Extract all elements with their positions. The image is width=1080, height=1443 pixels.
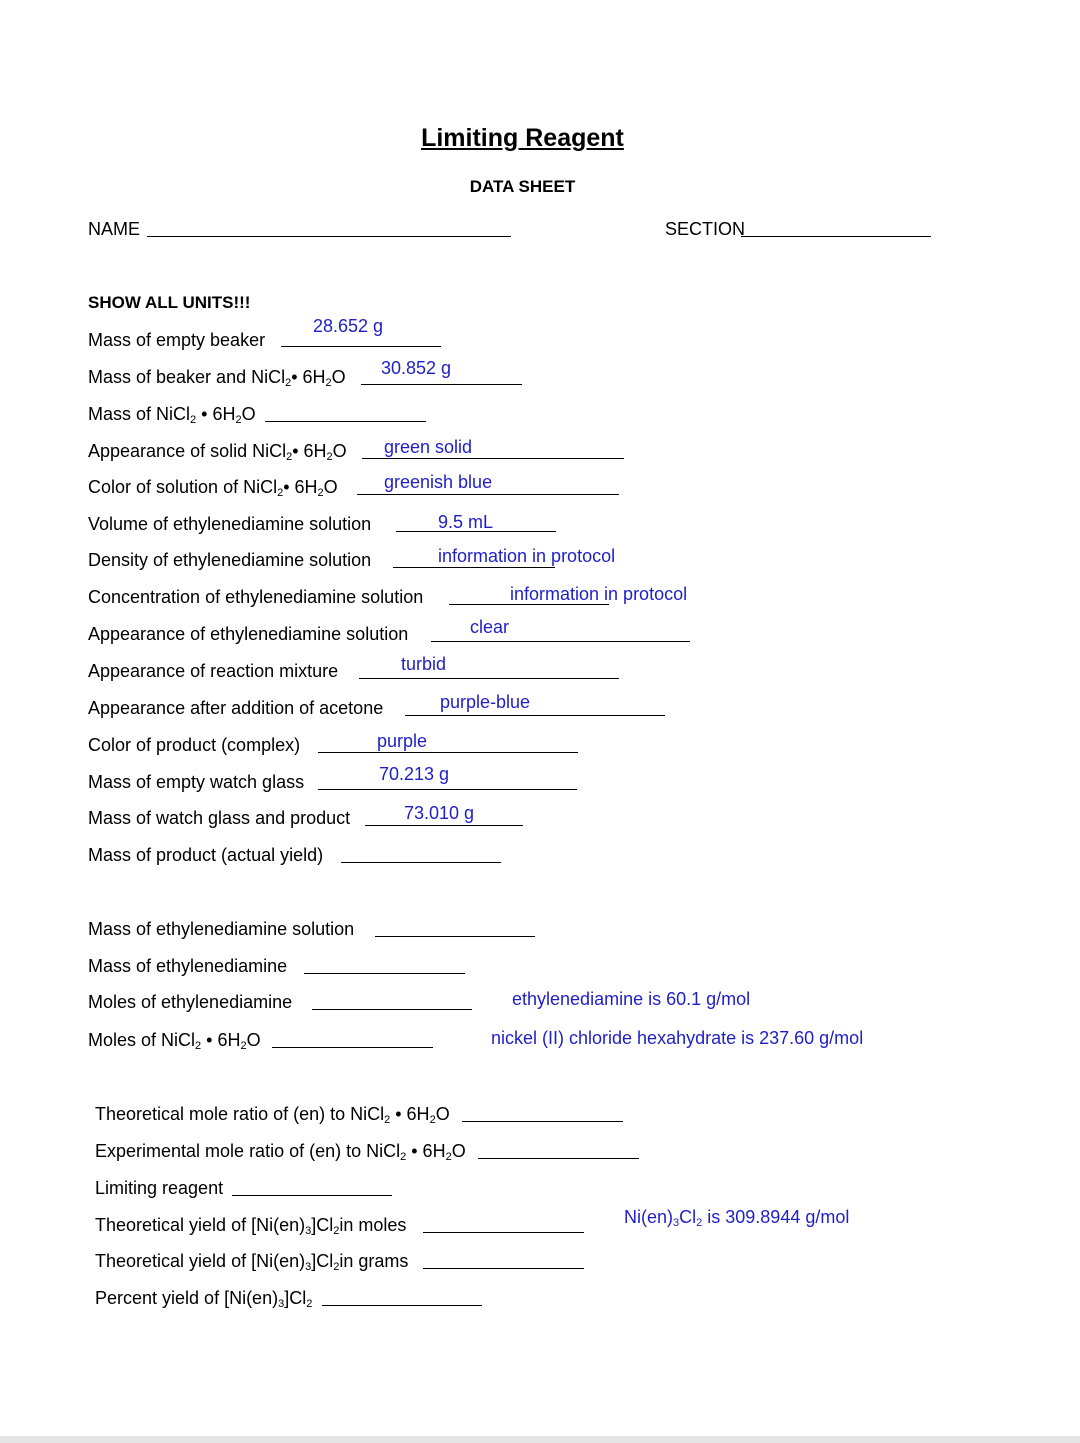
answer-line[interactable] [341, 862, 501, 863]
answer-line[interactable] [312, 1009, 472, 1010]
row-label: Mass of ethylenediamine solution [88, 919, 355, 939]
page-title: Limiting Reagent [421, 124, 624, 152]
row-label: Moles of ethylenediamine [88, 992, 293, 1012]
molar-mass-note: ethylenediamine is 60.1 g/mol [512, 989, 751, 1009]
answer-text: turbid [401, 654, 447, 674]
answer-text: information in protocol [510, 584, 688, 604]
answer-line[interactable] [405, 715, 665, 716]
answer-text: purple [377, 731, 428, 751]
row-label: Mass of empty beaker [88, 330, 266, 350]
answer-line[interactable] [281, 346, 441, 347]
answer-line[interactable] [322, 1305, 482, 1306]
name-label: NAME [88, 219, 141, 239]
page-subtitle: DATA SHEET [469, 177, 576, 196]
answer-line[interactable] [423, 1232, 584, 1233]
answer-line[interactable] [431, 641, 690, 642]
answer-line[interactable] [232, 1195, 392, 1196]
row-label: Appearance of reaction mixture [88, 661, 339, 681]
answer-text: 70.213 g [379, 764, 450, 784]
answer-line[interactable] [357, 494, 619, 495]
answer-line[interactable] [365, 825, 523, 826]
section-label: SECTION [665, 219, 746, 239]
row-label: Mass of beaker and NiCl$_2$• $6H_2O$ [88, 367, 346, 389]
row-label: Mass of empty watch glass [88, 772, 305, 792]
answer-line[interactable] [304, 973, 465, 974]
row-label: Mass of ethylenediamine [88, 956, 288, 976]
answer-line[interactable] [272, 1047, 433, 1048]
answer-line[interactable] [318, 752, 578, 753]
row-label: Density of ethylenediamine solution [88, 550, 372, 570]
answer-text: 9.5 mL [438, 512, 494, 532]
answer-text: 30.852 g [381, 358, 452, 378]
row-label: Experimental mole ratio of (en) to NiCl$_2$ • $6H_2O$ [95, 1141, 466, 1163]
answer-text: 73.010 g [404, 803, 475, 823]
answer-text: clear [470, 617, 510, 637]
answer-line[interactable] [265, 421, 426, 422]
answer-line[interactable] [359, 678, 619, 679]
answer-text: purple-blue [440, 692, 531, 712]
row-label: Limiting reagent [95, 1178, 224, 1198]
row-label: Mass of NiCl$_2$ • $6H_2O$ [88, 404, 256, 426]
row-label: Moles of NiCl$_2$ • $6H_2O$ [88, 1030, 261, 1052]
row-label: Appearance after addition of acetone [88, 698, 384, 718]
molar-mass-note: $Ni(en)_3Cl_2$ is 309.8944 g/mol [624, 1207, 850, 1229]
page-bottom-edge [0, 1436, 1080, 1443]
row-label: Appearance of ethylenediamine solution [88, 624, 409, 644]
row-label: Theoretical mole ratio of (en) to NiCl$_2$ • $6H_2O$ [95, 1104, 450, 1126]
row-label: Percent yield of $[Ni(en)_3]Cl_2$ [95, 1288, 313, 1310]
row-label: Theoretical yield of $[Ni(en)_3]Cl_2in$ moles [95, 1215, 407, 1237]
row-label: Theoretical yield of $[Ni(en)_3]Cl_2in$ grams [95, 1251, 409, 1273]
answer-text: information in protocol [438, 546, 616, 566]
row-label: Volume of ethylenediamine solution [88, 514, 372, 534]
answer-line[interactable] [375, 936, 535, 937]
answer-text: green solid [384, 437, 473, 457]
row-label: Color of solution of NiCl$_2$• $6H_2O$ [88, 477, 338, 499]
section-field[interactable] [741, 236, 931, 237]
show-units-note: SHOW ALL UNITS!!! [88, 293, 251, 312]
answer-text: greenish blue [384, 472, 493, 492]
answer-line[interactable] [318, 789, 577, 790]
answer-line[interactable] [478, 1158, 639, 1159]
answer-line[interactable] [462, 1121, 623, 1122]
row-label: Concentration of ethylenediamine solution [88, 587, 424, 607]
row-label: Mass of watch glass and product [88, 808, 351, 828]
answer-line[interactable] [393, 567, 555, 568]
row-label: Appearance of solid NiCl$_2$• $6H_2O$ [88, 441, 347, 463]
molar-mass-note: nickel (II) chloride hexahydrate is 237.60 g/mol [491, 1028, 864, 1048]
answer-line[interactable] [362, 458, 624, 459]
answer-line[interactable] [361, 384, 522, 385]
answer-text: 28.652 g [313, 316, 384, 336]
name-field[interactable] [147, 236, 511, 237]
row-label: Color of product (complex) [88, 735, 301, 755]
answer-line[interactable] [423, 1268, 584, 1269]
row-label: Mass of product (actual yield) [88, 845, 324, 865]
